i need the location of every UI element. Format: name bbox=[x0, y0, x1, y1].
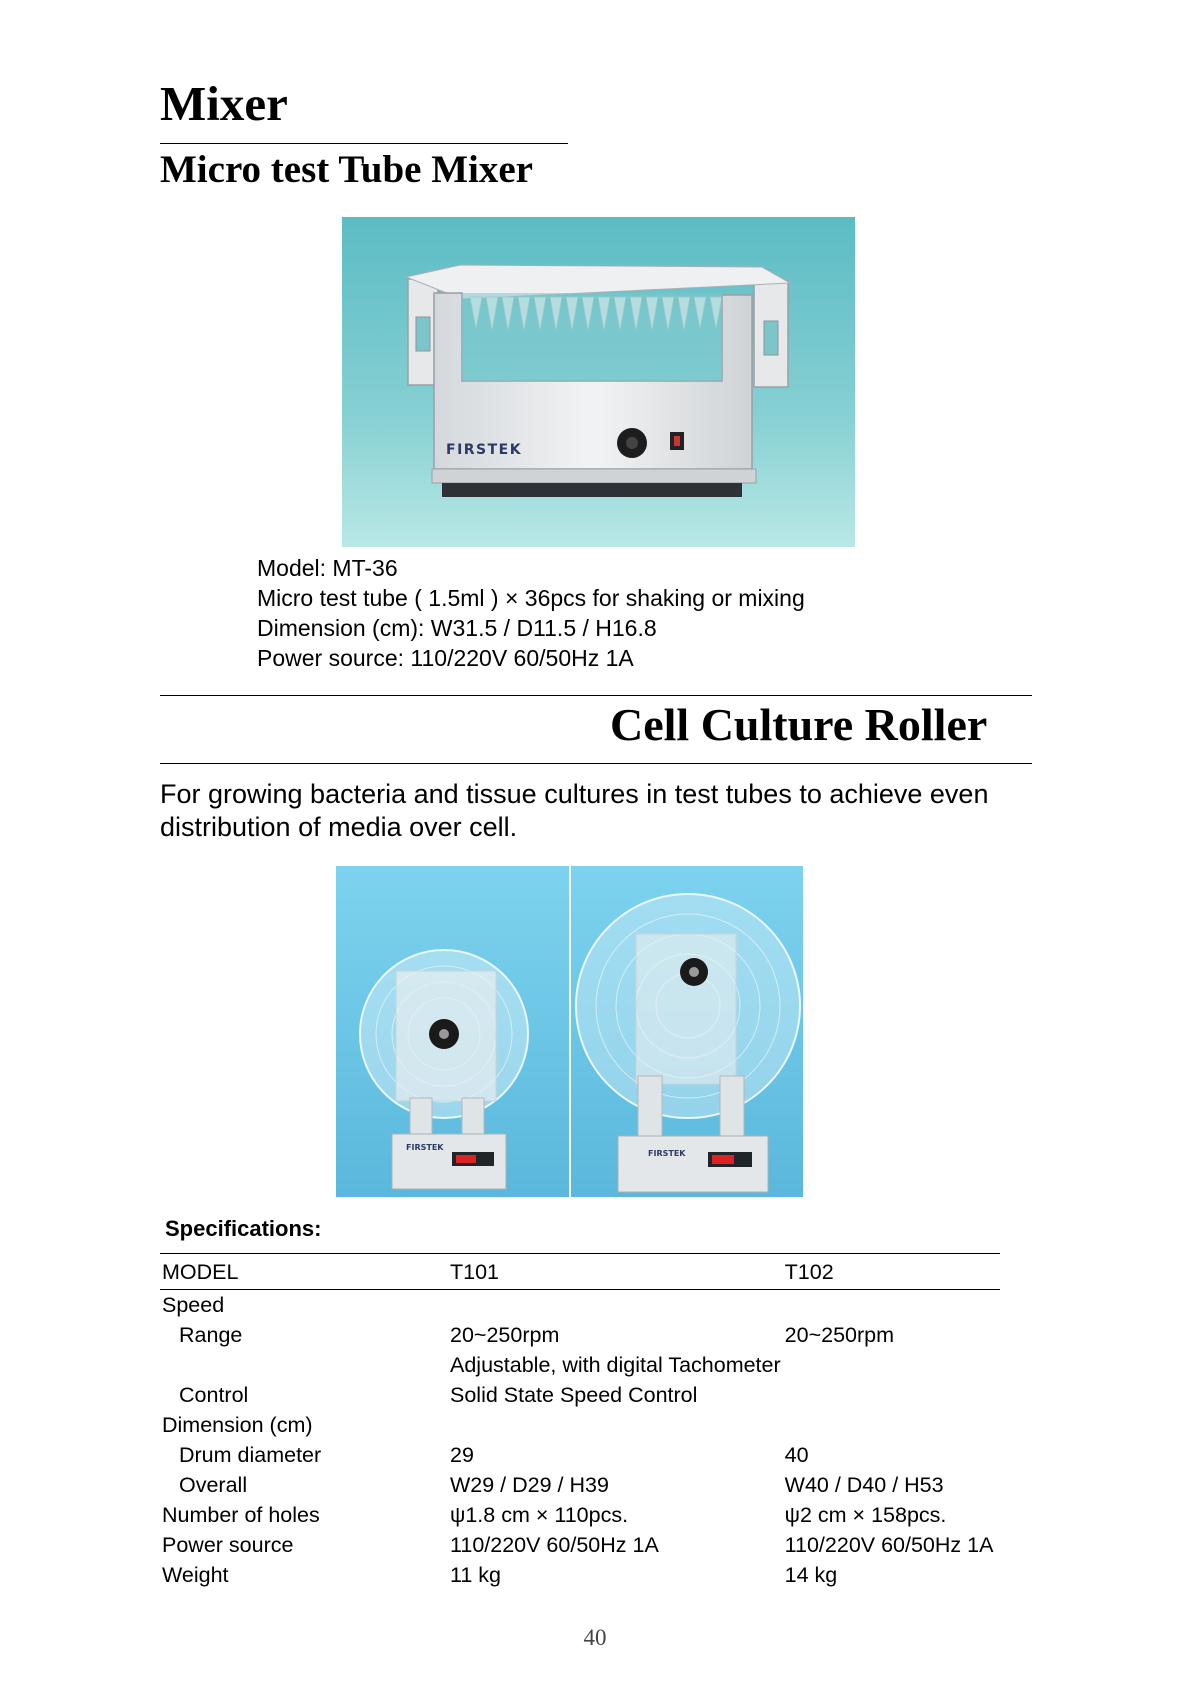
table-cell: Solid State Speed Control bbox=[450, 1383, 698, 1407]
table-row bbox=[160, 1380, 1000, 1410]
mixer-spec-dimension: Dimension (cm): W31.5 / D11.5 / H16.8 bbox=[257, 615, 657, 641]
table-cell bbox=[783, 1410, 1000, 1440]
table-cell: 11 kg bbox=[450, 1563, 501, 1587]
section-divider-top bbox=[160, 695, 1032, 696]
table-header-cell: MODEL bbox=[162, 1259, 239, 1284]
roller-t101-brand-label: FIRSTEK bbox=[406, 1143, 444, 1152]
table-row bbox=[160, 1320, 1000, 1350]
table-cell: W40 / D40 / H53 bbox=[784, 1473, 944, 1497]
table-cell: ψ1.8 cm × 110pcs. bbox=[450, 1503, 629, 1527]
table-row bbox=[160, 1410, 1000, 1440]
table-cell: 110/220V 60/50Hz 1A bbox=[450, 1533, 659, 1557]
page-title: Mixer bbox=[160, 76, 288, 131]
table-cell bbox=[783, 1380, 1000, 1410]
table-cell: Speed bbox=[162, 1293, 225, 1317]
table-row bbox=[160, 1470, 1000, 1500]
table-row bbox=[160, 1530, 1000, 1560]
mixer-photo bbox=[342, 217, 855, 547]
table-cell: Range bbox=[179, 1323, 243, 1347]
section-title-micro-tube-mixer: Micro test Tube Mixer bbox=[160, 148, 533, 191]
table-cell: 20~250rpm bbox=[450, 1323, 560, 1347]
table-cell bbox=[783, 1350, 1000, 1380]
specifications-heading: Specifications: bbox=[165, 1216, 322, 1241]
table-cell: Overall bbox=[179, 1473, 248, 1497]
table-row bbox=[160, 1560, 1000, 1590]
table-cell: 29 bbox=[450, 1443, 474, 1467]
mixer-brand-label: FIRSTEK bbox=[446, 442, 523, 458]
roller-intro-text: For growing bacteria and tissue cultures in test tubes to achieve even distribution of media over cell. bbox=[160, 779, 989, 842]
table-cell: Drum diameter bbox=[179, 1443, 322, 1467]
table-cell: 14 kg bbox=[784, 1563, 838, 1587]
table-header-row bbox=[160, 1254, 1000, 1290]
table-header-cell: T102 bbox=[784, 1259, 834, 1284]
title-divider bbox=[160, 143, 568, 144]
table-cell: Dimension (cm) bbox=[162, 1413, 313, 1437]
table-cell: 20~250rpm bbox=[784, 1323, 895, 1347]
table-cell: 110/220V 60/50Hz 1A bbox=[784, 1533, 994, 1557]
table-cell bbox=[783, 1290, 1000, 1321]
table-row bbox=[160, 1500, 1000, 1530]
mixer-spec-capacity: Micro test tube ( 1.5ml ) × 36pcs for shaking or mixing bbox=[257, 585, 805, 611]
table-row bbox=[160, 1350, 1000, 1380]
roller-t102-brand-label: FIRSTEK bbox=[648, 1149, 686, 1158]
table-cell bbox=[448, 1290, 783, 1321]
mixer-spec-power: Power source: 110/220V 60/50Hz 1A bbox=[257, 645, 634, 671]
table-header-cell: T101 bbox=[450, 1259, 500, 1284]
table-cell: ψ2 cm × 158pcs. bbox=[784, 1503, 947, 1527]
table-cell bbox=[160, 1350, 448, 1380]
table-cell: Number of holes bbox=[162, 1503, 320, 1527]
page-number: 40 bbox=[583, 1625, 607, 1650]
roller-photos bbox=[336, 866, 803, 1197]
mixer-spec-model: Model: MT-36 bbox=[257, 555, 398, 581]
table-cell: Adjustable, with digital Tachometer bbox=[450, 1353, 781, 1377]
section-divider-bottom bbox=[160, 763, 1032, 764]
table-row bbox=[160, 1290, 1000, 1321]
table-cell: Weight bbox=[162, 1563, 229, 1587]
table-cell bbox=[448, 1410, 783, 1440]
specifications-table bbox=[160, 1253, 1000, 1590]
section-title-cell-culture-roller: Cell Culture Roller bbox=[610, 699, 988, 750]
table-cell: Control bbox=[179, 1383, 249, 1407]
table-cell: 40 bbox=[784, 1443, 809, 1467]
table-cell: Power source bbox=[162, 1533, 294, 1557]
table-cell: W29 / D29 / H39 bbox=[450, 1473, 609, 1497]
table-row bbox=[160, 1440, 1000, 1470]
